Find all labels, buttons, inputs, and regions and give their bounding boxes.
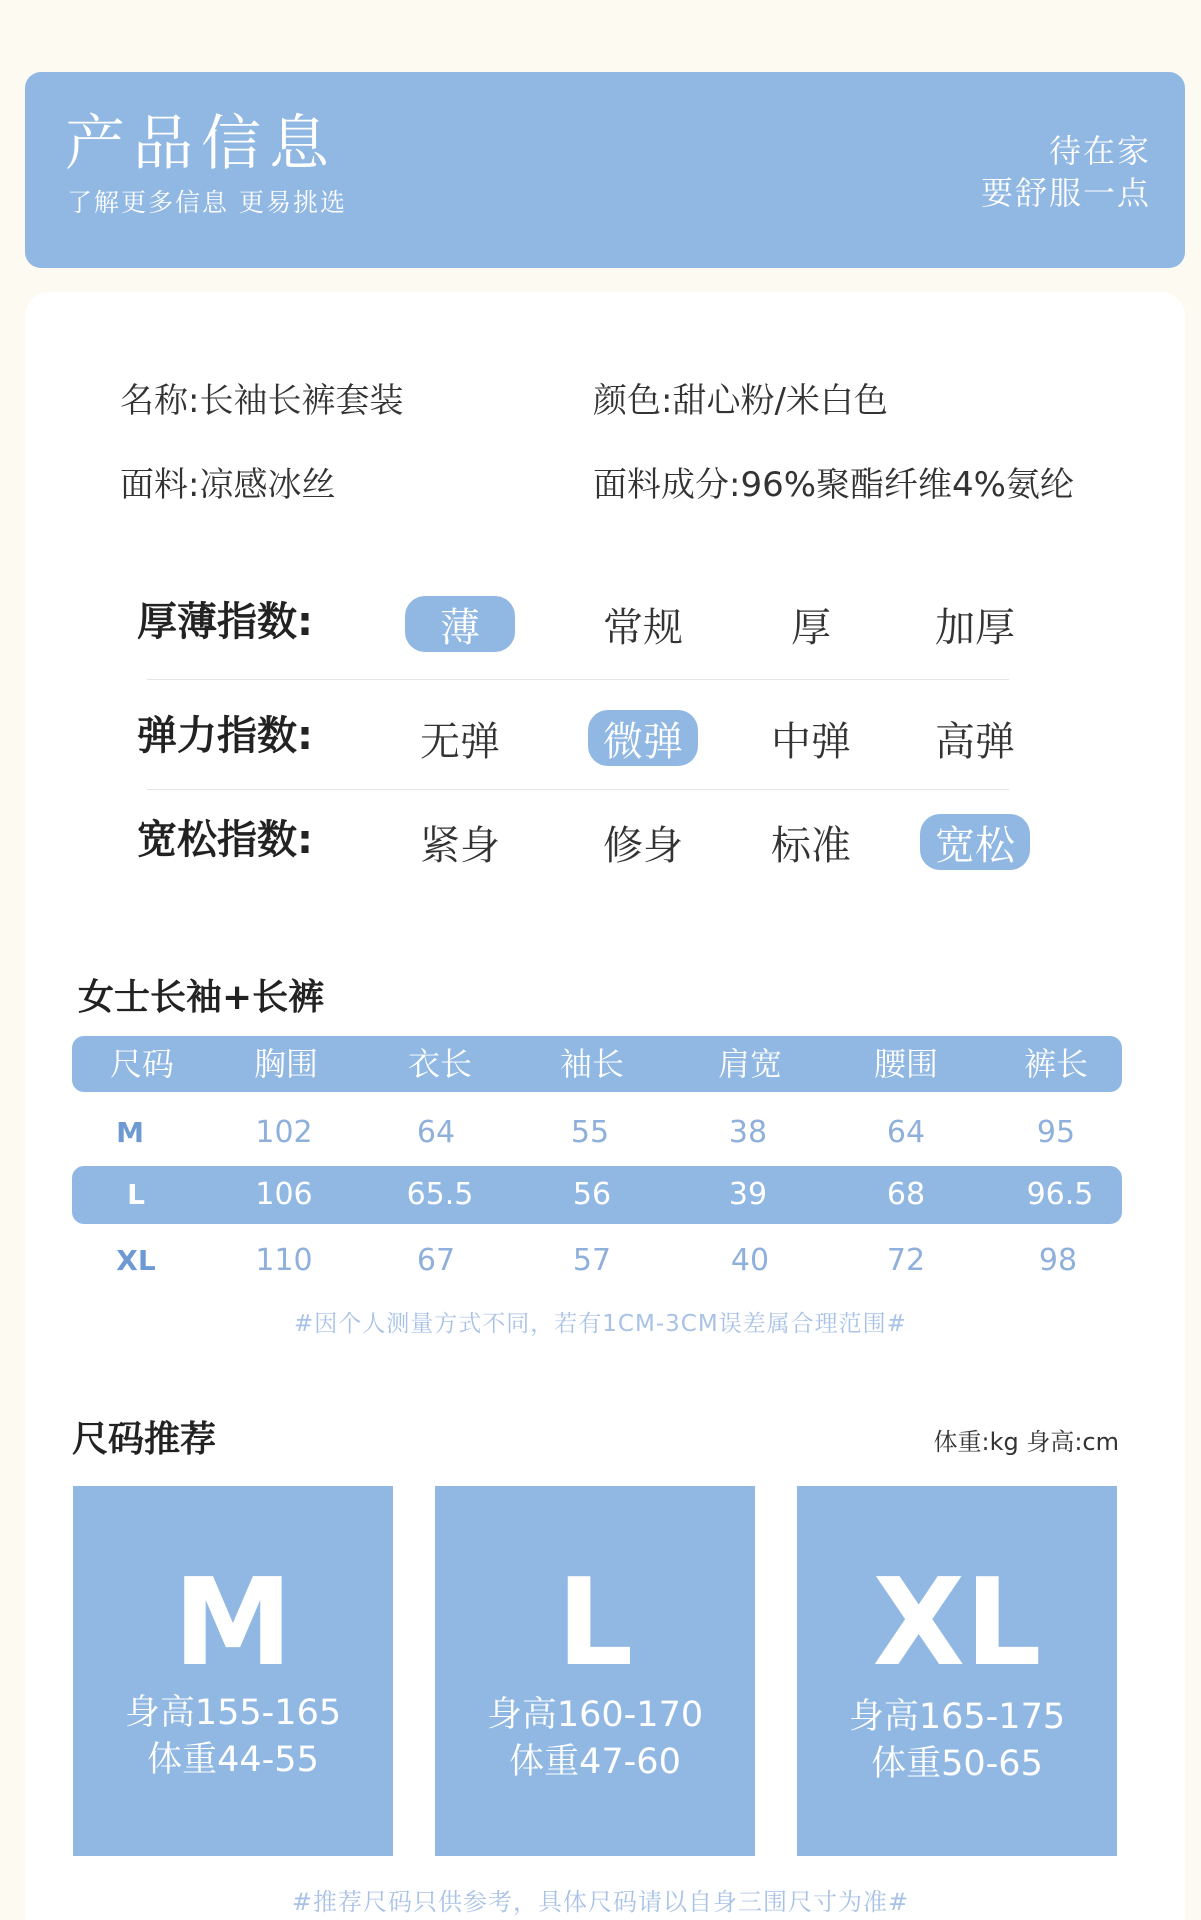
index-row-fit: [0, 806, 1201, 876]
header-banner: [25, 72, 1185, 268]
table-cell: 102: [255, 1115, 313, 1150]
table-cell: 95: [1036, 1115, 1076, 1150]
index-option: 中弹: [771, 718, 851, 765]
table-row: [72, 1232, 1122, 1290]
table-cell: 98: [1038, 1243, 1078, 1278]
slogan-line-2: 要舒服一点: [980, 174, 1151, 212]
size-box-l: [435, 1486, 755, 1856]
page-title: 产品信息: [65, 109, 337, 179]
index-option: 微弹: [588, 710, 698, 766]
table-row: [72, 1104, 1122, 1162]
table-cell: 38: [728, 1115, 768, 1150]
product-fabric: 面料:凉感冰丝: [120, 465, 336, 505]
divider: [147, 679, 1009, 680]
table-cell: 40: [730, 1243, 770, 1278]
index-option: 薄: [405, 596, 515, 652]
size-letter: XL: [872, 1554, 1042, 1693]
table-cell: 39: [728, 1177, 768, 1212]
measurement-note: #因个人测量方式不同，若有1CM-3CM误差属合理范围#: [294, 1311, 907, 1337]
size-letter: L: [556, 1554, 634, 1693]
index-label: 宽松指数:: [137, 817, 313, 863]
column-header: 袖长: [559, 1045, 624, 1083]
table-cell: L: [127, 1178, 145, 1211]
index-row-thickness: [0, 588, 1201, 658]
table-cell: 106: [255, 1177, 313, 1212]
column-header: 尺码: [109, 1045, 174, 1083]
table-cell: 55: [570, 1115, 610, 1150]
table-cell: M: [116, 1116, 144, 1149]
product-composition: 面料成分:96%聚酯纤维4%氨纶: [593, 465, 1074, 505]
height-range: 身高160-170: [486, 1695, 704, 1735]
size-table-header: [72, 1036, 1122, 1092]
index-row-elasticity: [0, 702, 1201, 772]
index-option: 厚: [791, 604, 831, 651]
table-cell: XL: [116, 1244, 156, 1277]
table-cell: 96.5: [1026, 1177, 1094, 1212]
height-range: 身高155-165: [124, 1693, 342, 1733]
table-cell: 110: [255, 1243, 313, 1278]
recommend-footnote: #推荐尺码只供参考，具体尺码请以自身三围尺寸为准#: [291, 1888, 910, 1916]
size-letter: M: [173, 1554, 293, 1693]
product-color: 颜色:甜心粉/米白色: [593, 381, 888, 421]
slogan-line-1: 待在家: [1048, 132, 1151, 170]
table-cell: 64: [416, 1115, 456, 1150]
index-option: 高弹: [935, 718, 1015, 765]
table-cell: 64: [886, 1115, 926, 1150]
index-label: 厚薄指数:: [137, 599, 313, 645]
table-cell: 56: [572, 1177, 612, 1212]
index-option: 紧身: [420, 822, 500, 869]
slogan: [981, 130, 1151, 214]
index-option: 无弹: [420, 718, 500, 765]
index-label: 弹力指数:: [137, 713, 313, 759]
index-option: 宽松: [920, 814, 1030, 870]
table-cell: 57: [572, 1243, 612, 1278]
table-row-highlighted: [72, 1166, 1122, 1224]
weight-range: 体重47-60: [509, 1742, 681, 1782]
column-header: 肩宽: [717, 1045, 782, 1083]
size-box-xl: [797, 1486, 1117, 1856]
column-header: 裤长: [1023, 1045, 1088, 1083]
size-table-title: 女士长袖+长裤: [78, 977, 325, 1018]
index-option: 标准: [771, 822, 851, 869]
product-name: 名称:长袖长裤套装: [120, 381, 404, 421]
divider: [147, 789, 1009, 790]
table-cell: 72: [886, 1243, 926, 1278]
table-cell: 68: [886, 1177, 926, 1212]
weight-range: 体重50-65: [871, 1744, 1043, 1784]
column-header: 衣长: [407, 1045, 472, 1083]
page-subtitle: 了解更多信息 更易挑选: [67, 188, 347, 217]
index-option: 常规: [603, 604, 683, 651]
column-header: 胸围: [253, 1045, 318, 1083]
units-label: 体重:kg 身高:cm: [933, 1428, 1119, 1456]
weight-range: 体重44-55: [147, 1740, 319, 1780]
index-option: 修身: [603, 822, 683, 869]
column-header: 腰围: [873, 1045, 938, 1083]
table-cell: 65.5: [406, 1177, 474, 1212]
table-cell: 67: [416, 1243, 456, 1278]
size-box-m: [73, 1486, 393, 1856]
index-option: 加厚: [935, 604, 1015, 651]
recommend-title: 尺码推荐: [72, 1419, 217, 1460]
height-range: 身高165-175: [848, 1697, 1066, 1737]
